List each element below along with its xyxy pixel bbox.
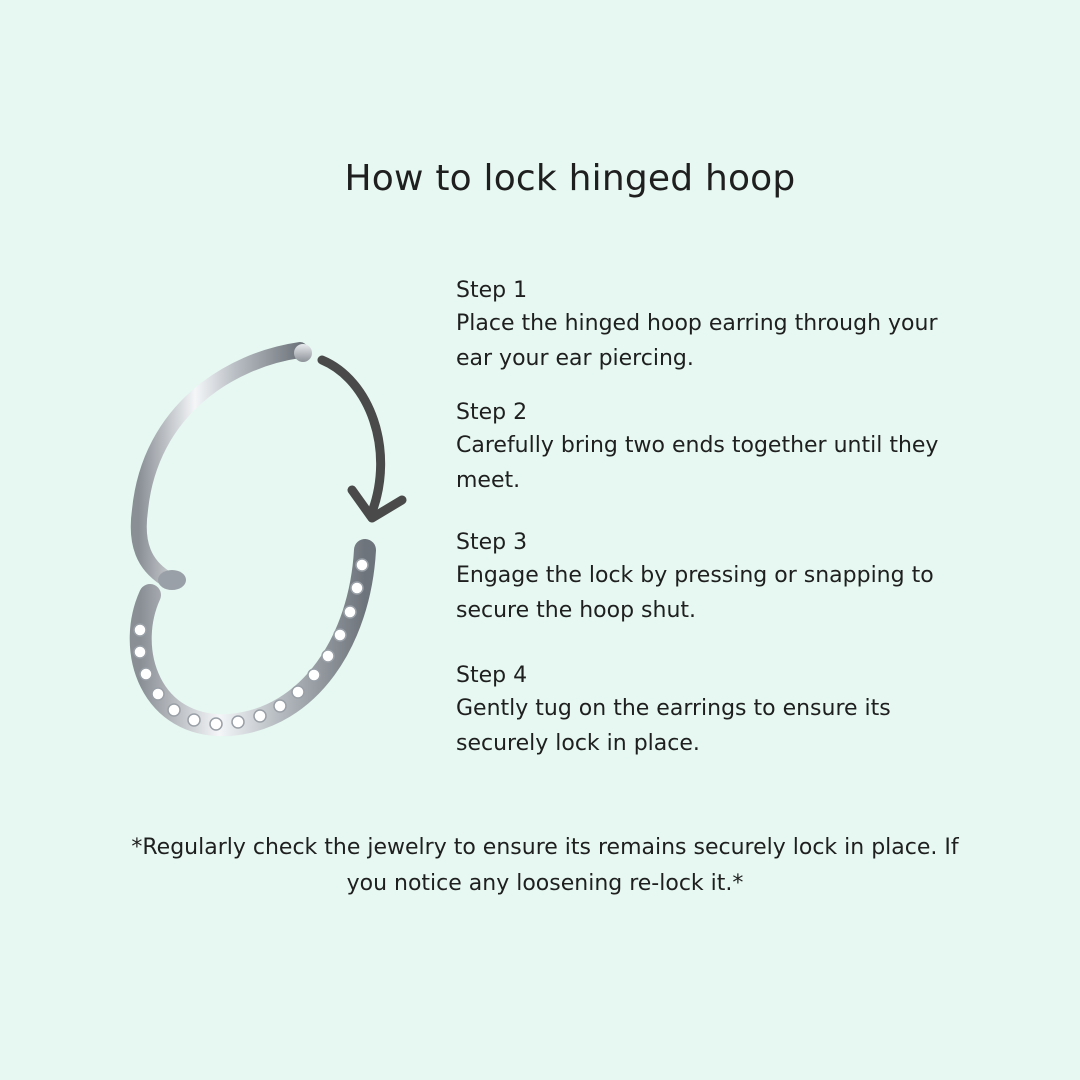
- step-2: [456, 398, 976, 498]
- step-heading: Step 2: [456, 400, 528, 425]
- step-body: Gently tug on the earrings to ensure its securely lock in place.: [456, 696, 891, 756]
- hoop-upper-arc: [139, 350, 300, 578]
- footer-note: *Regularly check the jewelry to ensure its remains securely lock in place. If you notice any loosening re-lock it.*: [131, 835, 959, 896]
- hoop-tip: [294, 344, 312, 362]
- hinged-hoop-earring-icon: [110, 320, 440, 750]
- step-heading: Step 4: [456, 663, 528, 688]
- step-1: [456, 276, 976, 376]
- step-body: Place the hinged hoop earring through your ear your ear piercing.: [456, 311, 938, 371]
- step-3: [456, 528, 976, 628]
- step-heading: Step 1: [456, 278, 528, 303]
- page-title: How to lock hinged hoop: [344, 158, 796, 199]
- step-4: [456, 661, 976, 761]
- step-body: Engage the lock by pressing or snapping to secure the hoop shut.: [456, 563, 934, 623]
- step-body: Carefully bring two ends together until they meet.: [456, 433, 939, 493]
- hoop-hinge: [158, 570, 186, 590]
- step-heading: Step 3: [456, 530, 528, 555]
- hoop-illustration: [110, 320, 440, 750]
